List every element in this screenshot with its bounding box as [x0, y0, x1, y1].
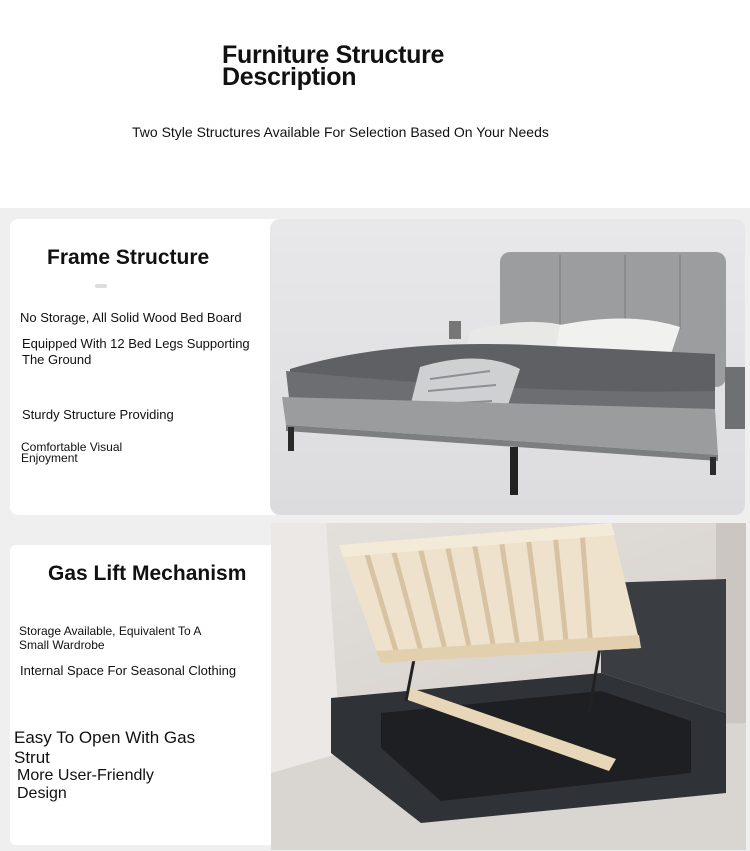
storage-bed-photo [271, 523, 746, 850]
gas-lift-feature-1-cont: Small Wardrobe [19, 638, 105, 652]
gas-lift-feature-3-cont: Strut [14, 748, 50, 767]
gas-lift-feature-4: More User-Friendly [17, 767, 154, 784]
page-subtitle: Two Style Structures Available For Selection Based On Your Needs [132, 124, 549, 140]
frame-feature-3: Sturdy Structure Providing [22, 407, 174, 422]
gas-lift-feature-1: Storage Available, Equivalent To A [19, 624, 202, 638]
frame-structure-title: Frame Structure [47, 246, 210, 269]
page-title [222, 41, 445, 91]
gas-lift-feature-3: Easy To Open With Gas [14, 728, 196, 747]
gas-lift-feature-4-cont: Design [17, 785, 67, 802]
page-title-line-1: Furniture Structure [222, 41, 445, 69]
frame-feature-2: Equipped With 12 Bed Legs Supporting [22, 336, 250, 351]
page-title-line-2: Description [222, 63, 357, 91]
frame-feature-4: Comfortable Visual [21, 440, 123, 454]
frame-bed-photo [270, 219, 745, 515]
frame-feature-1: No Storage, All Solid Wood Bed Board [20, 310, 242, 325]
gas-lift-title: Gas Lift Mechanism [48, 562, 247, 585]
frame-feature-4-cont: Enjoyment [21, 451, 78, 465]
frame-feature-2-cont: The Ground [22, 352, 92, 367]
decorative-dot [95, 284, 107, 288]
gas-lift-feature-2: Internal Space For Seasonal Clothing [20, 663, 237, 678]
